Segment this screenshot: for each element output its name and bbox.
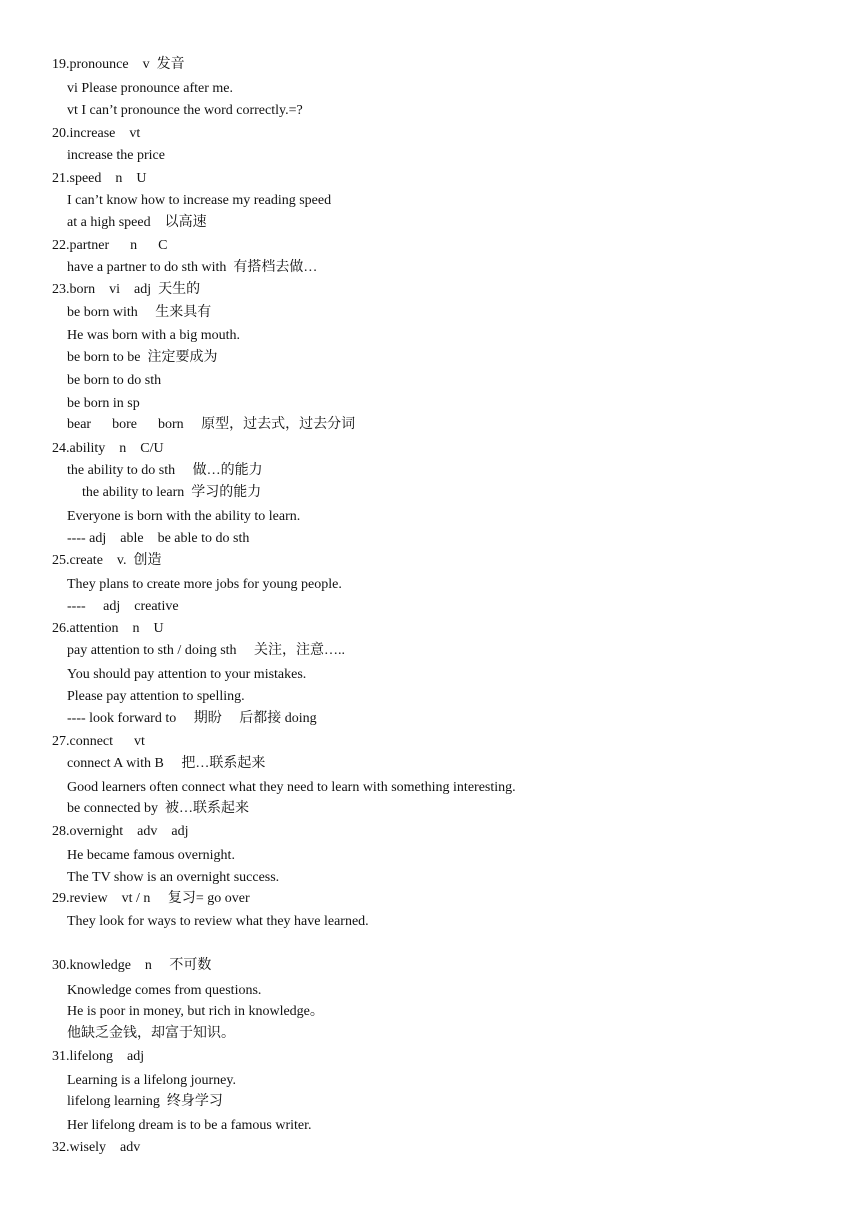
- entry-line: be connected by 被…联系起来: [67, 801, 249, 816]
- entry-line: 他缺乏金钱，却富于知识。: [67, 1026, 235, 1041]
- entry-line: You should pay attention to your mistakes.: [67, 667, 307, 682]
- entry-line: lifelong learning 终身学习: [67, 1094, 223, 1109]
- entry-heading: 20.increase vt: [52, 126, 141, 141]
- entry-line: pay attention to sth / doing sth 关注，注意…..: [67, 643, 346, 658]
- entry-line: They look for ways to review what they have learned.: [67, 914, 369, 929]
- entry-line: The TV show is an overnight success.: [67, 870, 280, 885]
- entry-line: the ability to do sth 做…的能力: [67, 463, 263, 478]
- entry-line: Please pay attention to spelling.: [67, 689, 245, 704]
- entry-line: ---- adj creative: [67, 599, 179, 614]
- entry-line: the ability to learn 学习的能力: [82, 485, 262, 500]
- entry-line: vi Please pronounce after me.: [67, 81, 233, 96]
- entry-line: connect A with B 把…联系起来: [67, 756, 266, 771]
- entry-line: He is poor in money, but rich in knowledge。: [67, 1004, 324, 1019]
- entry-line: be born to do sth: [67, 373, 162, 388]
- entry-heading: 29.review vt / n 复习= go over: [52, 891, 250, 906]
- entry-line: Her lifelong dream is to be a famous writer.: [67, 1118, 312, 1133]
- entry-line: Knowledge comes from questions.: [67, 983, 262, 998]
- entry-heading: 26.attention n U: [52, 621, 164, 636]
- entry-line: at a high speed 以高速: [67, 215, 207, 230]
- entry-heading: 22.partner n C: [52, 238, 168, 253]
- entry-heading: 30.knowledge n 不可数: [52, 958, 212, 973]
- entry-line: bear bore born 原型，过去式，过去分词: [67, 417, 356, 432]
- entry-line: Good learners often connect what they need to learn with something interesting.: [67, 780, 516, 795]
- entry-line: They plans to create more jobs for young people.: [67, 577, 342, 592]
- entry-heading: 25.create v. 创造: [52, 553, 162, 568]
- entry-heading: 24.ability n C/U: [52, 441, 164, 456]
- entry-line: be born in sp: [67, 396, 140, 411]
- entry-line: I can’t know how to increase my reading speed: [67, 193, 332, 208]
- entry-heading: 27.connect vt: [52, 734, 145, 749]
- entry-line: have a partner to do sth with 有搭档去做…: [67, 260, 318, 275]
- entry-heading: 28.overnight adv adj: [52, 824, 189, 839]
- entry-line: ---- look forward to 期盼 后都接 doing: [67, 711, 317, 726]
- entry-line: ---- adj able be able to do sth: [67, 531, 250, 546]
- entry-line: vt I can’t pronounce the word correctly.=?: [67, 103, 303, 118]
- entry-line: increase the price: [67, 148, 165, 163]
- entry-line: He became famous overnight.: [67, 848, 235, 863]
- entry-heading: 23.born vi adj 天生的: [52, 282, 201, 297]
- entry-heading: 31.lifelong adj: [52, 1049, 145, 1064]
- entry-line: He was born with a big mouth.: [67, 328, 241, 343]
- entry-line: be born to be 注定要成为: [67, 350, 218, 365]
- entry-line: be born with 生来具有: [67, 305, 212, 320]
- entry-heading: 32.wisely adv: [52, 1140, 141, 1155]
- entry-heading: 19.pronounce v 发音: [52, 57, 185, 72]
- entry-line: Everyone is born with the ability to learn.: [67, 509, 301, 524]
- entry-line: Learning is a lifelong journey.: [67, 1073, 236, 1088]
- entry-heading: 21.speed n U: [52, 171, 147, 186]
